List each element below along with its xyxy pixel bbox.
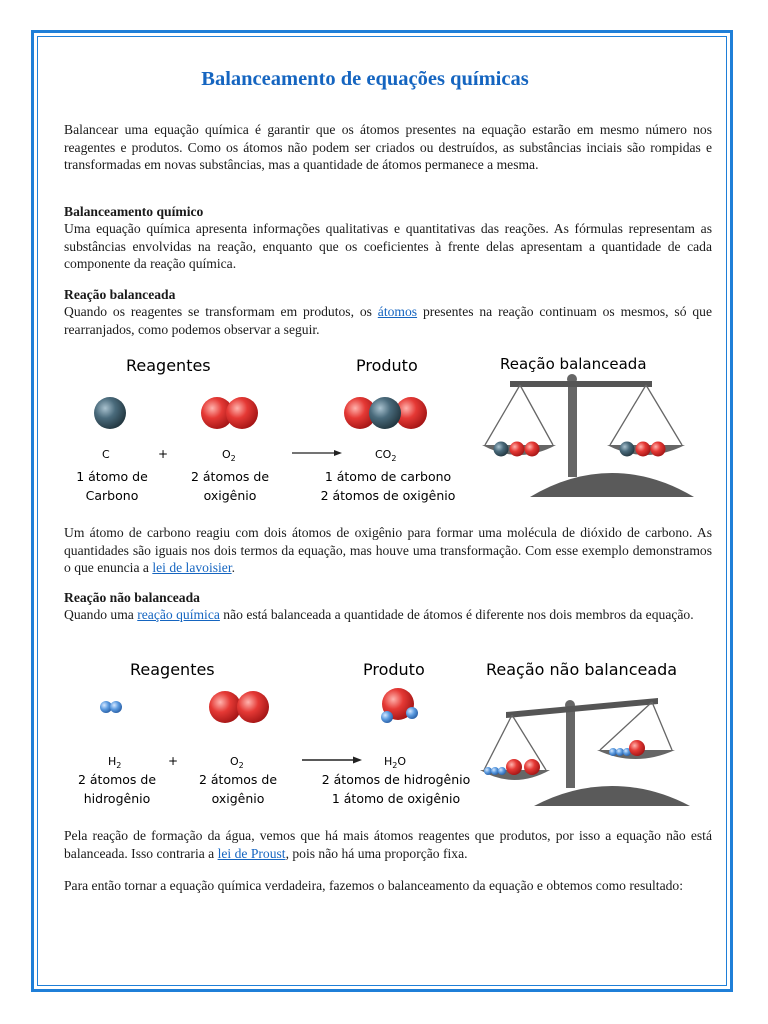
- fig2-desc-3-line1: 2 átomos de hidrogênio: [321, 772, 471, 787]
- fig2-scale-label: Reação não balanceada: [486, 660, 678, 679]
- fig1-desc-2-line2: oxigênio: [203, 488, 257, 503]
- fig2-formula-o2: $O_2$: [230, 755, 244, 770]
- carbon-atom: [369, 397, 401, 429]
- section-heading-reacao-balanceada: Reação balanceada: [64, 287, 176, 302]
- fig1-desc-1-line2: Carbono: [85, 488, 139, 503]
- link-lei-de-lavoisier[interactable]: lei de lavoisier: [152, 560, 232, 575]
- unbalanced-scale-icon: [480, 698, 690, 806]
- fig1-formula-c: C: [102, 448, 110, 461]
- fig1-scale-label: Reação balanceada: [500, 355, 647, 373]
- fig2-reagents-label: Reagentes: [130, 660, 215, 679]
- hydrogen-atom: [381, 711, 393, 723]
- section-heading-reacao-nao-balanceada: Reação não balanceada: [64, 590, 200, 605]
- fig1-formula-o2: $O_2$: [222, 448, 236, 463]
- hydrogen-atom: [110, 701, 122, 713]
- fig2-desc-1-line2: hidrogênio: [83, 791, 151, 806]
- oxygen-atom: [226, 397, 258, 429]
- fig1-desc-1-line1: 1 átomo de: [76, 469, 148, 484]
- fig1-desc-3-line2: 2 átomos de oxigênio: [320, 488, 456, 503]
- paragraph-conclusion: Para então tornar a equação química verdadeira, fazemos o balanceamento da equação e obtemos como resultado:: [64, 878, 683, 893]
- fig1-formula-co2: $CO_2$: [375, 448, 397, 463]
- link-lei-de-proust[interactable]: lei de Proust: [217, 845, 286, 861]
- fig2-formula-h2: $H_2$: [108, 755, 122, 770]
- oxygen-atom: [237, 691, 269, 723]
- fig2-plus: +: [168, 754, 179, 768]
- section-text-balanceamento: Uma equação química apresenta informações qualitativas e quantitativas das reações. As fórmulas representam as substâncias envolvidas na reação, enquanto que os coeficientes à frente delas apresentam a quantidade de cada componente da reação química.: [64, 221, 712, 271]
- fig1-plus: +: [158, 447, 169, 461]
- figure-unbalanced-reaction: [60, 650, 720, 815]
- intro-paragraph: Balancear uma equação química é garantir que os átomos presentes na equação estarão em mesmo número nos reagentes e produtos. Como os átomos não podem ser criados ou destruídos, as substâncias inciais são rompidas e transformadas em novas substâncias, mas a quantidade de átomos permanece a mesma.: [64, 122, 712, 172]
- fig2-desc-1-line1: 2 átomos de: [77, 772, 157, 787]
- section-text-reacao-balanceada: Quando os reagentes se transformam em produtos, os átomos presentes na reação continuam os mesmos, só que rearranjados, como podemos observar a seguir.: [64, 304, 712, 337]
- section-heading-balanceamento: Balanceamento químico: [64, 204, 204, 219]
- link-atomos[interactable]: átomos: [377, 304, 418, 319]
- arrow-head-icon: [334, 450, 342, 456]
- figure-balanced-reaction: [60, 345, 720, 510]
- hydrogen-atom: [406, 707, 418, 719]
- fig1-desc-3-line1: 1 átomo de carbono: [324, 469, 452, 484]
- fig2-desc-2-line1: 2 átomos de: [198, 772, 278, 787]
- arrow-head-icon: [353, 757, 362, 764]
- paragraph-lavoisier: Um átomo de carbono reagiu com dois átomos de oxigênio para formar uma molécula de dióxido de carbono. As quantidades são iguais nos dois termos da equação, mas houve uma transformação. Com esse exemplo demonstramos o que enuncia a lei de lavoisier.: [64, 525, 712, 575]
- fig1-desc-2-line1: 2 átomos de: [190, 469, 270, 484]
- paragraph-proust: Pela reação de formação da água, vemos que há mais átomos reagentes que produtos, por isso a equação não está balanceada. Isso contraria a lei de Proust, pois não há uma proporção fixa.: [64, 828, 712, 861]
- balanced-scale-icon: [482, 374, 694, 497]
- page-title: Balanceamento de equações químicas: [201, 68, 529, 90]
- fig1-reagents-label: Reagentes: [126, 356, 211, 375]
- fig2-formula-h2o: $H_2O$: [384, 755, 407, 770]
- fig1-product-label: Produto: [356, 356, 418, 375]
- carbon-atom: [94, 397, 126, 429]
- oxygen-atom: [209, 691, 241, 723]
- fig2-product-label: Produto: [363, 660, 425, 679]
- section-text-reacao-nao-balanceada: Quando uma reação química não está balanceada a quantidade de átomos é diferente nos dois membros da equação.: [64, 607, 694, 622]
- fig2-desc-3-line2: 1 átomo de oxigênio: [331, 791, 461, 806]
- fig2-desc-2-line2: oxigênio: [211, 791, 265, 806]
- link-reacao-quimica[interactable]: reação química: [137, 607, 220, 622]
